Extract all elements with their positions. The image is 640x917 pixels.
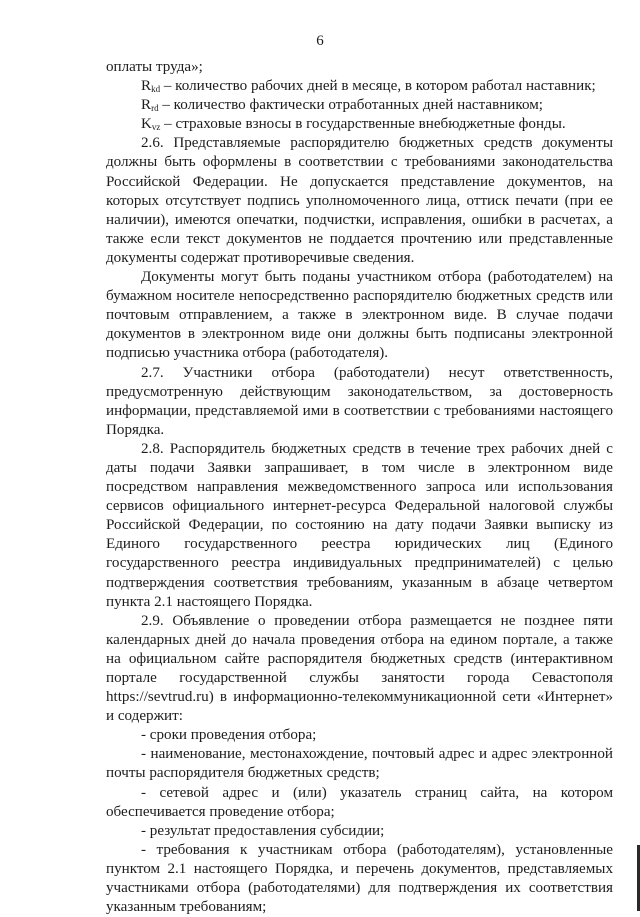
paragraph-2-6: 2.6. Представляемые распорядителю бюджетных средств документы должны быть оформлены в соответствии с требованиями законодательства Российской Федерации. Не допускается представление документов, на которых отсутствует подпись уполномоченного лица, оттиск печати (при ее наличии), имеются опечатки, подчистки, исправления, ошибки в расчетах, а также если текст документов не поддается прочтению или представленные документы содержат противоречивые сведения. xyxy=(106,135,613,266)
paragraph-2-8: 2.8. Распорядитель бюджетных средств в течение трех рабочих дней с даты подачи Заявки запрашивает, в том числе в электронном виде посредством направления межведомственного запроса или использования сервисов официального интернет-ресурса Федеральной налоговой службы Российской Федерации, по состоянию на дату подачи Заявки выписку из Единого государственного реестра юридических лиц (Единого государственного реестра индивидуальных предпринимателей) с целью подтверждения соответствия требованиям, указанным в абзаце четвертом пункта 2.1 настоящего Порядка. xyxy=(106,440,613,610)
kvz-subscript: vz xyxy=(151,122,161,133)
paragraph-documents-submission: Документы могут быть поданы участником отбора (работодателем) на бумажном носителе непосредственно распорядителю бюджетных средств или почтовым отправлением, а также в электронном виде. В случае подачи документов в электронном виде они должны быть подписаны электронной подписью участника отбора (работодателя). xyxy=(106,269,613,362)
list-item: - наименование, местонахождение, почтовый адрес и адрес электронной почты распорядителя бюджетных средств; xyxy=(106,746,613,782)
rkd-text: – количество рабочих дней в месяце, в котором работал наставник; xyxy=(160,78,596,95)
rrd-symbol: R xyxy=(141,97,152,114)
rrd-subscript: rd xyxy=(151,103,159,114)
list-item: - сетевой адрес и (или) указатель страниц сайта, на котором обеспечивается проведение отбора; xyxy=(106,784,613,820)
list-item: - результат предоставления субсидии; xyxy=(141,822,385,839)
variable-kvz-definition xyxy=(106,115,613,134)
intro-tail-line: оплаты труда»; xyxy=(106,59,203,75)
page-number: 6 xyxy=(316,33,324,49)
paragraph-2-9: 2.9. Объявление о проведении отбора размещается не позднее пяти календарных дней до начала проведения отбора на едином портале, а также на официальном сайте распорядителя бюджетных средств (интерактивном портале государственной службы занятости города Севастополя https://sevtrud.ru) в информационно-телекоммуникационной сети «Интернет» и содержит: xyxy=(106,612,613,725)
paragraph-2-7: 2.7. Участники отбора (работодатели) несут ответственность, предусмотренную действующим законодательством, за достоверность информации, представляемой ими в соответствии с требованиями настоящего Порядка. xyxy=(106,364,613,438)
kvz-symbol: K xyxy=(141,116,152,133)
rkd-symbol: R xyxy=(141,78,152,95)
variable-rrd-definition xyxy=(106,96,613,115)
document-body xyxy=(106,58,613,917)
list-item: - требования к участникам отбора (работодателям), установленные пунктом 2.1 настоящего Порядка, и перечень документов, представляемых участниками отбора (работодателями) для подтверждения их соответствия указанным требованиям; xyxy=(106,841,613,916)
variable-rkd-definition xyxy=(106,77,613,96)
rkd-subscript: kd xyxy=(151,84,161,95)
kvz-text: – страховые взносы в государственные внебюджетные фонды. xyxy=(160,116,566,133)
rrd-text: – количество фактически отработанных дней наставником; xyxy=(158,97,543,114)
list-item: - сроки проведения отбора; xyxy=(141,727,317,744)
